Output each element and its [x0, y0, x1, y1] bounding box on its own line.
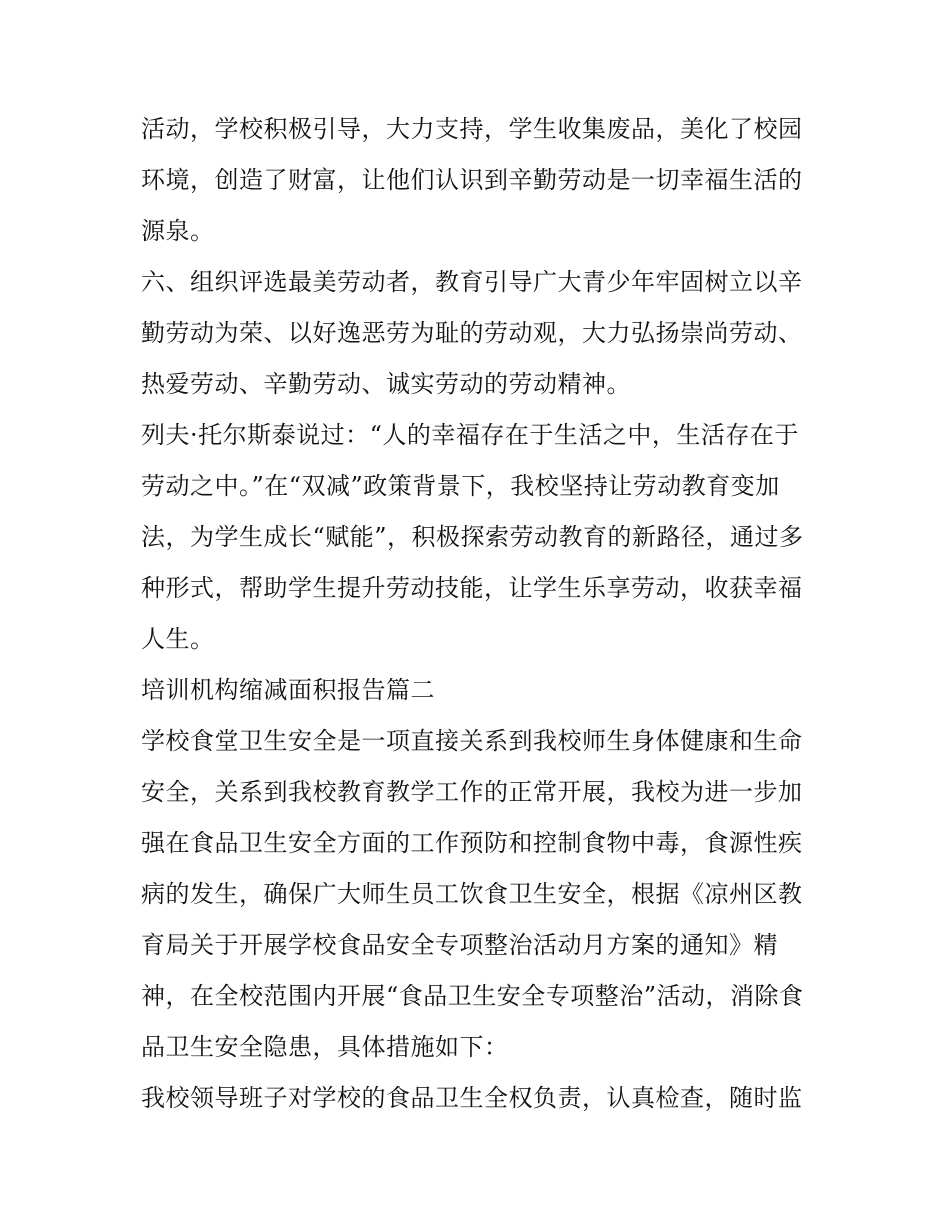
text-line: 育局关于开展学校食品安全专项整治活动月方案的通知》精 — [141, 931, 778, 959]
text-line: 源泉。 — [141, 217, 215, 245]
text-line: 种形式，帮助学生提升劳动技能，让学生乐享劳动，收获幸福 — [141, 574, 803, 602]
text-line: 活动，学校积极引导，大力支持，学生收集废品，美化了校园 — [141, 115, 803, 143]
text-line: 勤劳动为荣、以好逸恶劳为耻的劳动观，大力弘扬崇尚劳动、 — [141, 319, 803, 347]
text-line: 环境，创造了财富，让他们认识到辛勤劳动是一切幸福生活的 — [141, 166, 803, 194]
text-line: 法，为学生成长“赋能”，积极探索劳动教育的新路径，通过多 — [141, 523, 804, 551]
text-line: 六、组织评选最美劳动者，教育引导广大青少年牢固树立以辛 — [141, 268, 803, 296]
section-heading: 培训机构缩减面积报告篇二 — [141, 676, 435, 704]
text-line: 品卫生安全隐患，具体措施如下： — [141, 1033, 509, 1061]
text-line: 安全，关系到我校教育教学工作的正常开展，我校为进一步加 — [141, 778, 803, 806]
text-line: 病的发生，确保广大师生员工饮食卫生安全，根据《凉州区教 — [141, 880, 803, 908]
text-line: 列夫·托尔斯泰说过：“人的幸福存在于生活之中，生活存在于 — [141, 421, 799, 449]
text-line: 神，在全校范围内开展“食品卫生安全专项整治”活动，消除食 — [141, 982, 804, 1010]
text-line: 强在食品卫生安全方面的工作预防和控制食物中毒，食源性疾 — [141, 829, 803, 857]
text-line: 热爱劳动、辛勤劳动、诚实劳动的劳动精神。 — [141, 370, 631, 398]
text-line: 劳动之中。”在“双减”政策背景下，我校坚持让劳动教育变加 — [141, 472, 780, 500]
text-line: 人生。 — [141, 625, 215, 653]
text-line: 学校食堂卫生安全是一项直接关系到我校师生身体健康和生命 — [141, 727, 803, 755]
text-line: 我校领导班子对学校的食品卫生全权负责，认真检查，随时监 — [141, 1084, 803, 1112]
